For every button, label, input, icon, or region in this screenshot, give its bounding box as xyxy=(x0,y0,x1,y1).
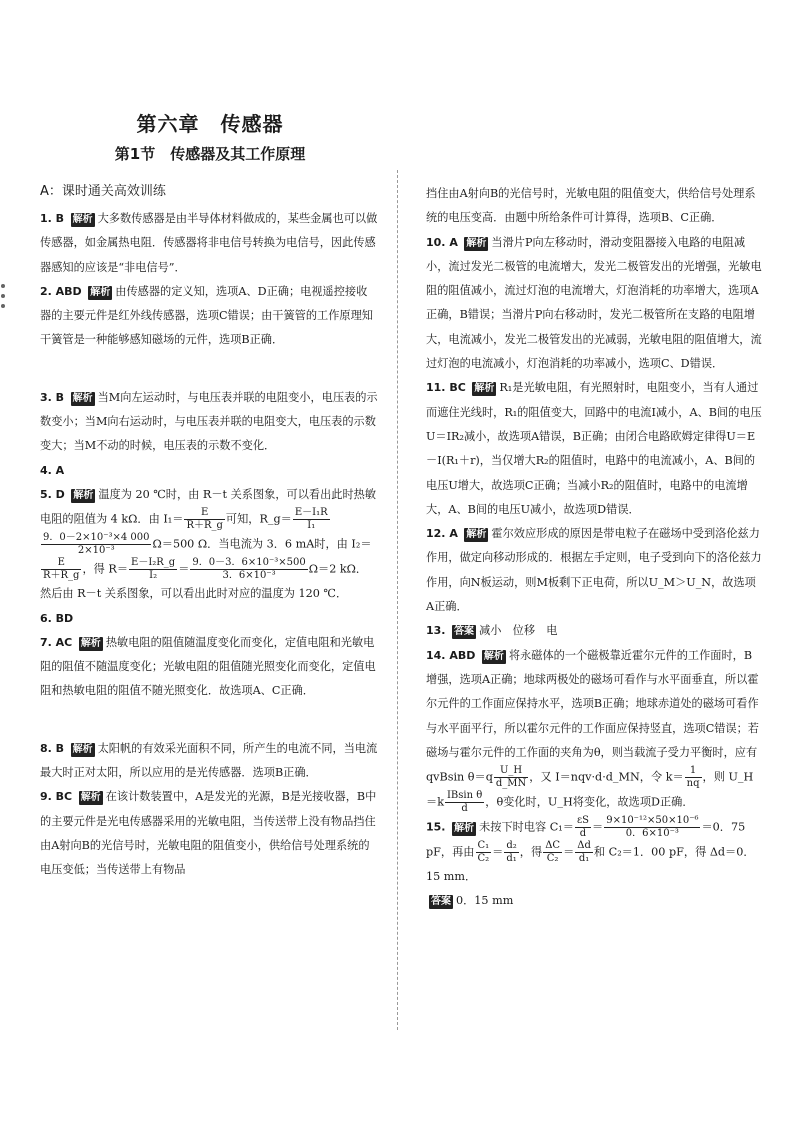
fraction: $\frac{\varepsilon S}{d}$ xyxy=(576,815,590,840)
chapter-title: 第六章 传感器 xyxy=(136,112,284,136)
fraction: $\frac{E}{R+R\_g}$ xyxy=(43,557,80,582)
answer-item-4: 4. A xyxy=(40,463,65,477)
fraction: $\frac{\text{9．0－2×10⁻³×4 000}}{\text{2×10⁻³}}$ xyxy=(43,532,150,557)
answer-item-7: 7. AC 解析 热敏电阻的阻值随温度变化而变化，定值电阻和光敏电阻的阻值不随温度变化；光敏电阻的阻值随光照变化而变化，定值电阻和热敏电阻的阻值不随光照变化．故选项A、C正确． xyxy=(40,635,376,698)
fraction: $\frac{\text{9×10⁻¹²×50×10⁻⁶}}{\text{0．6×10⁻³}}$ xyxy=(606,815,699,840)
analysis-tag: 解析 xyxy=(466,529,487,541)
analysis-tag: 解析 xyxy=(72,214,93,225)
analysis-tag: 解析 xyxy=(80,637,101,649)
answer-item-9: 9. BC 解析 在该计数装置中，A是发光的光源，B是光接收器，B中的主要元件是光电传感器采用的光敏电阻，当传送带上没有物品挡住由A射向B的光信号时，光敏电阻的阻值变小，供给信号处理系统的电压变低；当传送带上有物品 xyxy=(40,790,377,877)
answer-item-14: 14. ABD 解析 将永磁体的一个磁极靠近霍尔元件的工作面时，B增强，选项A正确；地球两极处的磁场可看作与水平面垂直，所以霍尔元件的工作面应保持水平，选项B正确；地球赤道处的磁场可看作与水平面平行，所以霍尔元件的工作面应保持竖直，选项C错误；若磁场与霍尔元件的工作面的夹角为θ，则当载流子受力平衡时，应有 qvBsin θ＝q $\frac{U\_H}{d\_MN}$ ，又 I＝nqv·d·d_MN，令 k＝ $\frac{1}{nq}$ ，则 U_H＝k $\frac{\text{IBsin θ}}{d}$ ，θ变化时，U_H将变化，故选项D正确． xyxy=(426,648,759,815)
answer-item-1: 1. B 解析 大多数传感器是由半导体材料做成的，某些金属也可以做传感器，如金属热电阻．传感器将非电信号转换为电信号，因此传感器感知的应该是“非电信号”． xyxy=(40,212,378,274)
fraction: $\frac{\Delta d}{\text{d₁}}$ xyxy=(577,840,591,865)
analysis-tag: 解析 xyxy=(72,392,93,404)
section-title: 第1节 传感器及其工作原理 xyxy=(114,145,306,163)
answer-tag: 答案 xyxy=(431,896,451,908)
right-column xyxy=(426,182,762,914)
answer-item-15: 15. 解析 未按下时电容 C₁＝ $\frac{\varepsilon S}{d}$ ＝ $\frac{\text{9×10⁻¹²×50×10⁻⁶}}{\text{0．6×10⁻³}}$ ＝0．75 pF，再由 $\frac{\text{C₁}}{\text{C₂}}$ ＝ $\frac{\text{d₂}}{\text{d₁}}$ ，得 $\frac{\Delta C}{\text{C₂}}$ ＝ $\frac{\Delta d}{\text{d₁}}$ 和 C₂＝1．00 pF，得 Δd＝0．15 mm． xyxy=(426,815,755,884)
answer-item-12: 12. A 解析 霍尔效应形成的原因是带电粒子在磁场中受到洛伦兹力作用，做定向移动形成的．根据左手定则，电子受到向下的洛伦兹力作用，向N板运动，则M板剩下正电荷，所以U_M＞U_N，故选项A正确． xyxy=(426,527,762,614)
answer-item-10: 10. A 解析 当滑片P向左移动时，滑动变阻器接入电路的电阻减小，流过发光二极管的电流增大，发光二极管发出的光增强，光敏电阻的阻值减小，流过灯泡的电流增大，灯泡消耗的功率增大，选项A正确，B错误；当滑片P向右移动时，发光二极管所在支路的电阻增大，电流减小，发光二极管发出的光减弱，光敏电阻的阻值增大，流过灯泡的电流减小，灯泡消耗的功率减小，选项C、D错误． xyxy=(426,235,762,371)
part-title: A：课时通关高效训练 xyxy=(40,184,166,199)
answer-item-15-final: 答案 0．15 mm xyxy=(431,894,514,908)
fraction: $\frac{\text{IBsin θ}}{d}$ xyxy=(446,790,483,815)
answer-item-9-continued: 挡住由A射向B的光信号时，光敏电阻的阻值变大，供给信号处理系统的电压变高．由题中所给条件可计算得，选项B、C正确． xyxy=(426,187,756,225)
fraction: $\frac{U\_H}{d\_MN}$ xyxy=(495,765,527,790)
fraction: $\frac{E}{R+R\_g}$ xyxy=(186,507,223,532)
left-column xyxy=(40,207,378,883)
column-divider xyxy=(397,170,398,1030)
answer-item-11: 11. BC 解析 R₁是光敏电阻，有光照射时，电阻变小，当有人通过而遮住光线时，R₁的阻值变大，回路中的电流I减小，A、B间的电压U＝IR₂减小，故选项A错误，B正确；由闭合电路欧姆定律得U＝E－I(R₁＋r)，当仅增大R₂的阻值时，电路中的电流减小，A、B间的电压U增大，故选项C正确；当减小R₂的阻值时，电路中的电流增大，A、B间的电压U减小，故选项D错误． xyxy=(426,381,762,516)
analysis-tag: 解析 xyxy=(483,650,504,662)
answer-item-2: 2. ABD 解析 由传感器的定义知，选项A、D正确；电视遥控接收器的主要元件是红外线传感器，选项C错误；由干簧管的工作原理知干簧管是一种能够感知磁场的元件，选项B正确． xyxy=(40,284,373,347)
answer-item-13: 13. 答案 减小 位移 电 xyxy=(426,624,558,638)
analysis-tag: 解析 xyxy=(454,822,475,834)
analysis-tag: 解析 xyxy=(90,286,111,298)
answer-item-3: 3. B 解析 当M向左运动时，与电压表并联的电阻变小，电压表的示数变小；当M向右运动时，与电压表并联的电阻变大，电压表的示数变大；当M不动的时候，电压表的示数不变化． xyxy=(40,390,378,453)
analysis-tag: 解析 xyxy=(80,792,101,804)
analysis-tag: 解析 xyxy=(466,237,487,249)
analysis-tag: 解析 xyxy=(72,743,93,755)
fraction: $\frac{\text{C₁}}{\text{C₂}}$ xyxy=(477,840,490,865)
fraction: $\frac{\text{d₂}}{\text{d₁}}$ xyxy=(506,840,517,865)
answer-item-8: 8. B 解析 太阳帆的有效采光面积不同，所产生的电流不同，当电流最大时正对太阳，所以应用的是光传感器．选项B正确． xyxy=(40,741,378,780)
analysis-tag: 解析 xyxy=(474,383,495,395)
fraction: $\frac{\text{E－I₂R\_g}}{\text{I₂}}$ xyxy=(131,557,176,582)
binding-holes xyxy=(0,278,6,338)
fraction: $\frac{\text{E－I₁R}}{\text{I₁}}$ xyxy=(294,507,328,532)
answer-item-5: 5. D 解析 温度为 20 ℃时，由 R－t 关系图象，可以看出此时热敏电阻的阻值为 4 kΩ．由 I₁＝ $\frac{E}{R+R\_g}$ 可知，R_g＝ $\frac{\text{E－I₁R}}{\text{I₁}}$ $\frac{\text{9．0－2×10⁻³×4 000}}{\text{2×10⁻³}}$ Ω＝500 Ω．当电流为 3．6 mA时，由 I₂＝ $\frac{E}{R+R\_g}$ ，得 R＝ $\frac{\text{E－I₂R\_g}}{\text{I₂}}$ ＝ $\frac{\text{9．0－3．6×10⁻³×500}}{\text{3．6×10⁻³}}$ Ω＝2 kΩ．然后由 R－t 关系图象，可以看出此时对应的温度为 120 ℃． xyxy=(40,487,377,601)
answer-tag: 答案 xyxy=(454,626,475,638)
fraction: $\frac{\text{9．0－3．6×10⁻³×500}}{\text{3．6×10⁻³}}$ xyxy=(192,557,306,582)
fraction: $\frac{\Delta C}{\text{C₂}}$ xyxy=(545,840,561,865)
fraction: $\frac{1}{nq}$ xyxy=(686,765,700,790)
answer-item-6: 6. BD xyxy=(40,611,74,625)
analysis-tag: 解析 xyxy=(73,489,94,501)
